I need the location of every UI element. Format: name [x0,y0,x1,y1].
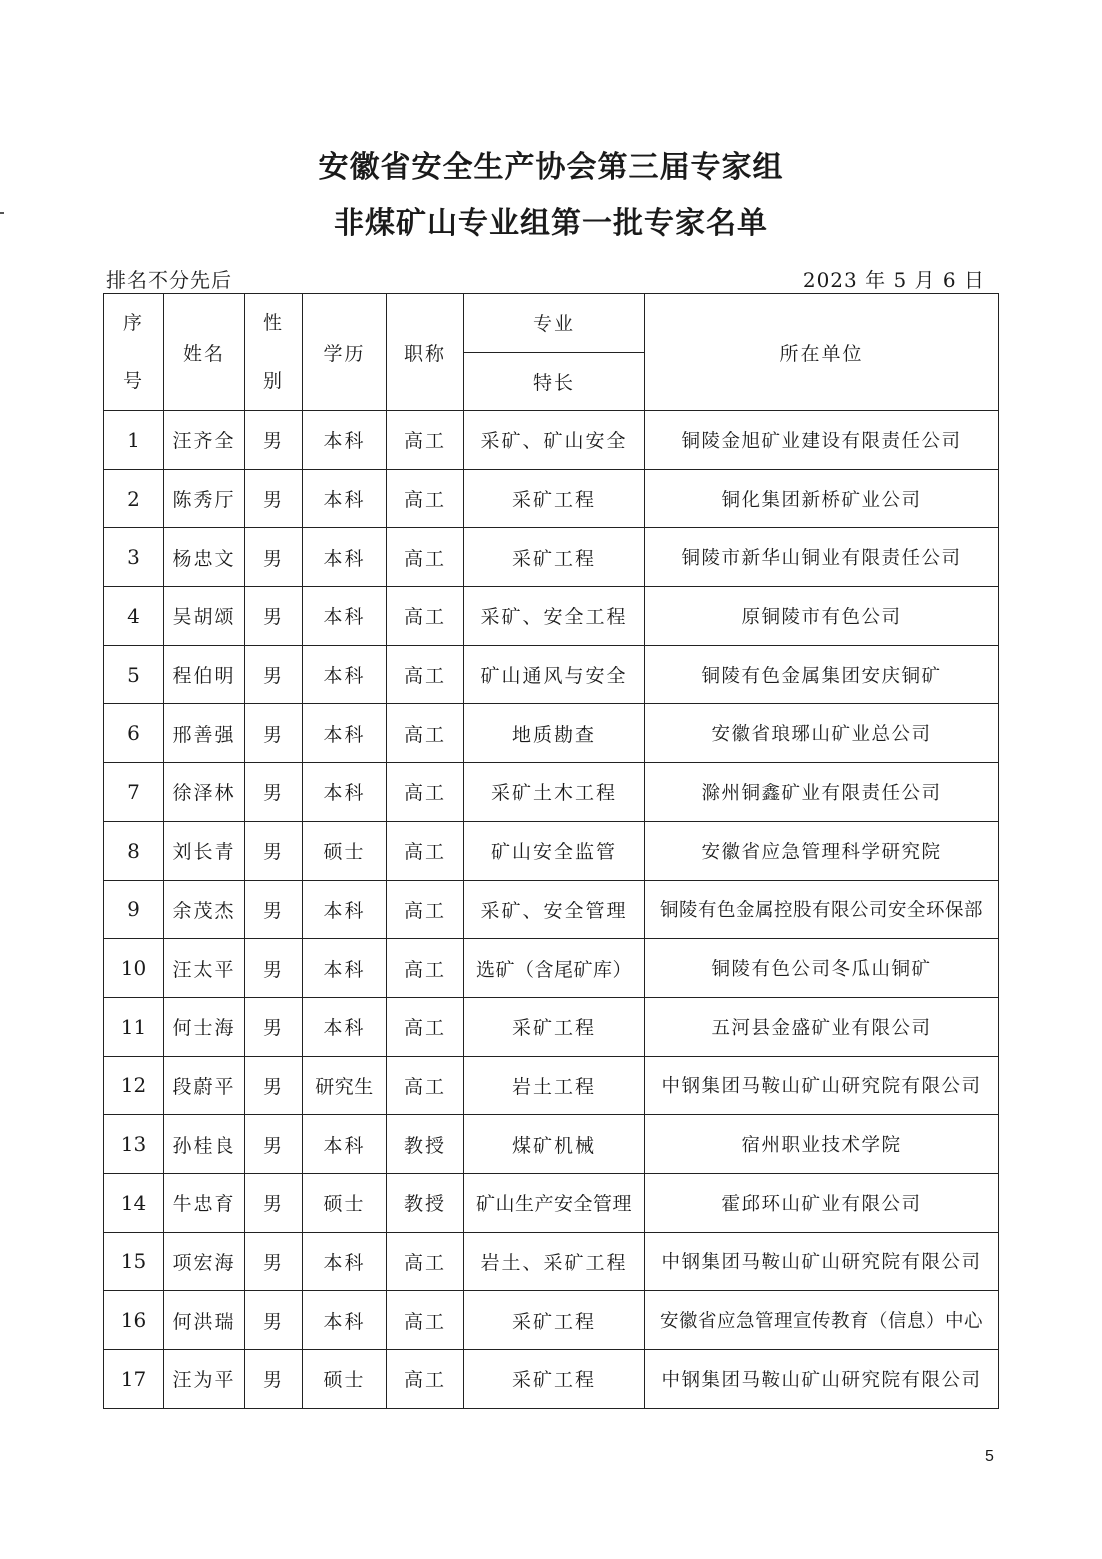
cell-unit: 安徽省应急管理宣传教育（信息）中心 [645,1291,999,1350]
cell-unit: 铜陵有色公司冬瓜山铜矿 [645,939,999,998]
cell-name: 余茂杰 [164,880,245,939]
document-title-line2: 非煤矿山专业组第一批专家名单 [334,206,768,241]
cell-no: 11 [104,997,164,1056]
cell-name: 牛忠育 [164,1173,245,1232]
table-row [104,997,999,1056]
cell-no: 6 [104,704,164,763]
cell-gender: 男 [245,1350,303,1409]
header-name: 姓名 [164,294,245,411]
cell-title: 高工 [387,528,464,587]
table-row [104,1173,999,1232]
expert-list-table [103,293,999,1409]
cell-gender: 男 [245,1056,303,1115]
cell-gender: 男 [245,763,303,822]
ranking-note: 排名不分先后 [106,268,232,292]
cell-education: 本科 [303,587,387,646]
cell-title: 高工 [387,469,464,528]
cell-no: 12 [104,1056,164,1115]
cell-education: 本科 [303,704,387,763]
header-education: 学历 [303,294,387,411]
header-seq-top: 序 [122,312,144,334]
cell-no: 5 [104,645,164,704]
table-row [104,880,999,939]
cell-specialty: 采矿、安全管理 [464,880,645,939]
cell-name: 汪为平 [164,1350,245,1409]
cell-name: 徐泽林 [164,763,245,822]
cell-no: 13 [104,1115,164,1174]
table-row [104,1115,999,1174]
cell-title: 高工 [387,939,464,998]
cell-education: 研究生 [303,1056,387,1115]
cell-specialty: 采矿工程 [464,469,645,528]
cell-no: 1 [104,411,164,470]
cell-unit: 霍邱环山矿业有限公司 [645,1173,999,1232]
cell-title: 高工 [387,763,464,822]
cell-name: 项宏海 [164,1232,245,1291]
cell-gender: 男 [245,587,303,646]
cell-specialty: 矿山生产安全管理 [464,1173,645,1232]
cell-title: 教授 [387,1115,464,1174]
cell-no: 9 [104,880,164,939]
cell-title: 高工 [387,1232,464,1291]
table-row [104,939,999,998]
cell-name: 何士海 [164,997,245,1056]
table-body [104,411,999,1409]
cell-title: 高工 [387,587,464,646]
cell-title: 教授 [387,1173,464,1232]
table-row [104,821,999,880]
cell-name: 段蔚平 [164,1056,245,1115]
cell-specialty: 煤矿机械 [464,1115,645,1174]
cell-gender: 男 [245,1232,303,1291]
cell-education: 本科 [303,1232,387,1291]
document-date: 2023 年 5 月 6 日 [802,268,985,292]
cell-education: 本科 [303,469,387,528]
cell-unit: 五河县金盛矿业有限公司 [645,997,999,1056]
cell-unit: 铜陵金旭矿业建设有限责任公司 [645,411,999,470]
table-row [104,1350,999,1409]
cell-unit: 宿州职业技术学院 [645,1115,999,1174]
cell-specialty: 采矿、安全工程 [464,587,645,646]
cell-name: 杨忠文 [164,528,245,587]
cell-unit: 铜化集团新桥矿业公司 [645,469,999,528]
table-row [104,1291,999,1350]
cell-name: 汪齐全 [164,411,245,470]
cell-no: 15 [104,1232,164,1291]
cell-education: 本科 [303,997,387,1056]
cell-no: 14 [104,1173,164,1232]
cell-specialty: 采矿土木工程 [464,763,645,822]
cell-education: 硕士 [303,1173,387,1232]
cell-title: 高工 [387,821,464,880]
cell-specialty: 矿山安全监管 [464,821,645,880]
cell-no: 17 [104,1350,164,1409]
cell-education: 本科 [303,763,387,822]
cell-gender: 男 [245,1173,303,1232]
cell-name: 孙桂良 [164,1115,245,1174]
cell-name: 陈秀厅 [164,469,245,528]
cell-unit: 安徽省琅琊山矿业总公司 [645,704,999,763]
cell-gender: 男 [245,469,303,528]
cell-no: 10 [104,939,164,998]
cell-unit: 铜陵有色金属控股有限公司安全环保部 [645,880,999,939]
cell-education: 硕士 [303,821,387,880]
header-unit: 所在单位 [645,294,999,411]
header-gender-bottom: 别 [262,370,284,392]
cell-name: 汪太平 [164,939,245,998]
cell-specialty: 岩土工程 [464,1056,645,1115]
cell-gender: 男 [245,939,303,998]
cell-gender: 男 [245,1291,303,1350]
cell-specialty: 选矿（含尾矿库） [464,939,645,998]
cell-education: 硕士 [303,1350,387,1409]
header-seq-bottom: 号 [122,370,144,392]
cell-title: 高工 [387,880,464,939]
cell-title: 高工 [387,704,464,763]
header-seq [104,294,164,411]
cell-specialty: 地质勘查 [464,704,645,763]
cell-gender: 男 [245,411,303,470]
page-number: 5 [985,1448,994,1465]
cell-unit: 原铜陵市有色公司 [645,587,999,646]
cell-unit: 安徽省应急管理科学研究院 [645,821,999,880]
cell-gender: 男 [245,997,303,1056]
header-gender [245,294,303,411]
cell-no: 3 [104,528,164,587]
table-row [104,1056,999,1115]
cell-name: 邢善强 [164,704,245,763]
cell-education: 本科 [303,939,387,998]
cell-unit: 中钢集团马鞍山矿山研究院有限公司 [645,1350,999,1409]
cell-no: 7 [104,763,164,822]
table-row [104,587,999,646]
cell-specialty: 采矿工程 [464,1291,645,1350]
cell-specialty: 采矿工程 [464,997,645,1056]
table-header [104,294,999,411]
cell-title: 高工 [387,1350,464,1409]
cell-no: 8 [104,821,164,880]
cell-gender: 男 [245,1115,303,1174]
cell-no: 2 [104,469,164,528]
cell-title: 高工 [387,997,464,1056]
table-row [104,704,999,763]
cell-name: 何洪瑞 [164,1291,245,1350]
cell-education: 本科 [303,528,387,587]
cell-title: 高工 [387,1291,464,1350]
cell-no: 4 [104,587,164,646]
cell-specialty: 采矿工程 [464,1350,645,1409]
cell-gender: 男 [245,704,303,763]
table-row [104,411,999,470]
cell-unit: 铜陵市新华山铜业有限责任公司 [645,528,999,587]
cell-gender: 男 [245,880,303,939]
cell-title: 高工 [387,411,464,470]
cell-specialty: 岩土、采矿工程 [464,1232,645,1291]
cell-education: 本科 [303,1115,387,1174]
cell-education: 本科 [303,411,387,470]
cell-unit: 中钢集团马鞍山矿山研究院有限公司 [645,1056,999,1115]
cell-gender: 男 [245,528,303,587]
cell-name: 程伯明 [164,645,245,704]
cell-unit: 中钢集团马鞍山矿山研究院有限公司 [645,1232,999,1291]
table-row [104,645,999,704]
cell-unit: 铜陵有色金属集团安庆铜矿 [645,645,999,704]
cell-education: 本科 [303,1291,387,1350]
cell-education: 本科 [303,880,387,939]
cell-specialty: 采矿、矿山安全 [464,411,645,470]
cell-gender: 男 [245,645,303,704]
cell-unit: 滁州铜鑫矿业有限责任公司 [645,763,999,822]
header-specialty-top: 专业 [464,294,645,353]
header-title: 职称 [387,294,464,411]
cell-name: 吴胡颂 [164,587,245,646]
cell-gender: 男 [245,821,303,880]
cell-specialty: 矿山通风与安全 [464,645,645,704]
table-row [104,528,999,587]
table-row [104,763,999,822]
table-row [104,469,999,528]
header-specialty-bottom: 特长 [464,352,645,411]
table-row [104,1232,999,1291]
cell-title: 高工 [387,645,464,704]
header-gender-top: 性 [262,312,284,334]
document-title-line1: 安徽省安全生产协会第三届专家组 [318,150,784,185]
cell-name: 刘长青 [164,821,245,880]
cell-specialty: 采矿工程 [464,528,645,587]
cell-education: 本科 [303,645,387,704]
cell-title: 高工 [387,1056,464,1115]
cell-no: 16 [104,1291,164,1350]
